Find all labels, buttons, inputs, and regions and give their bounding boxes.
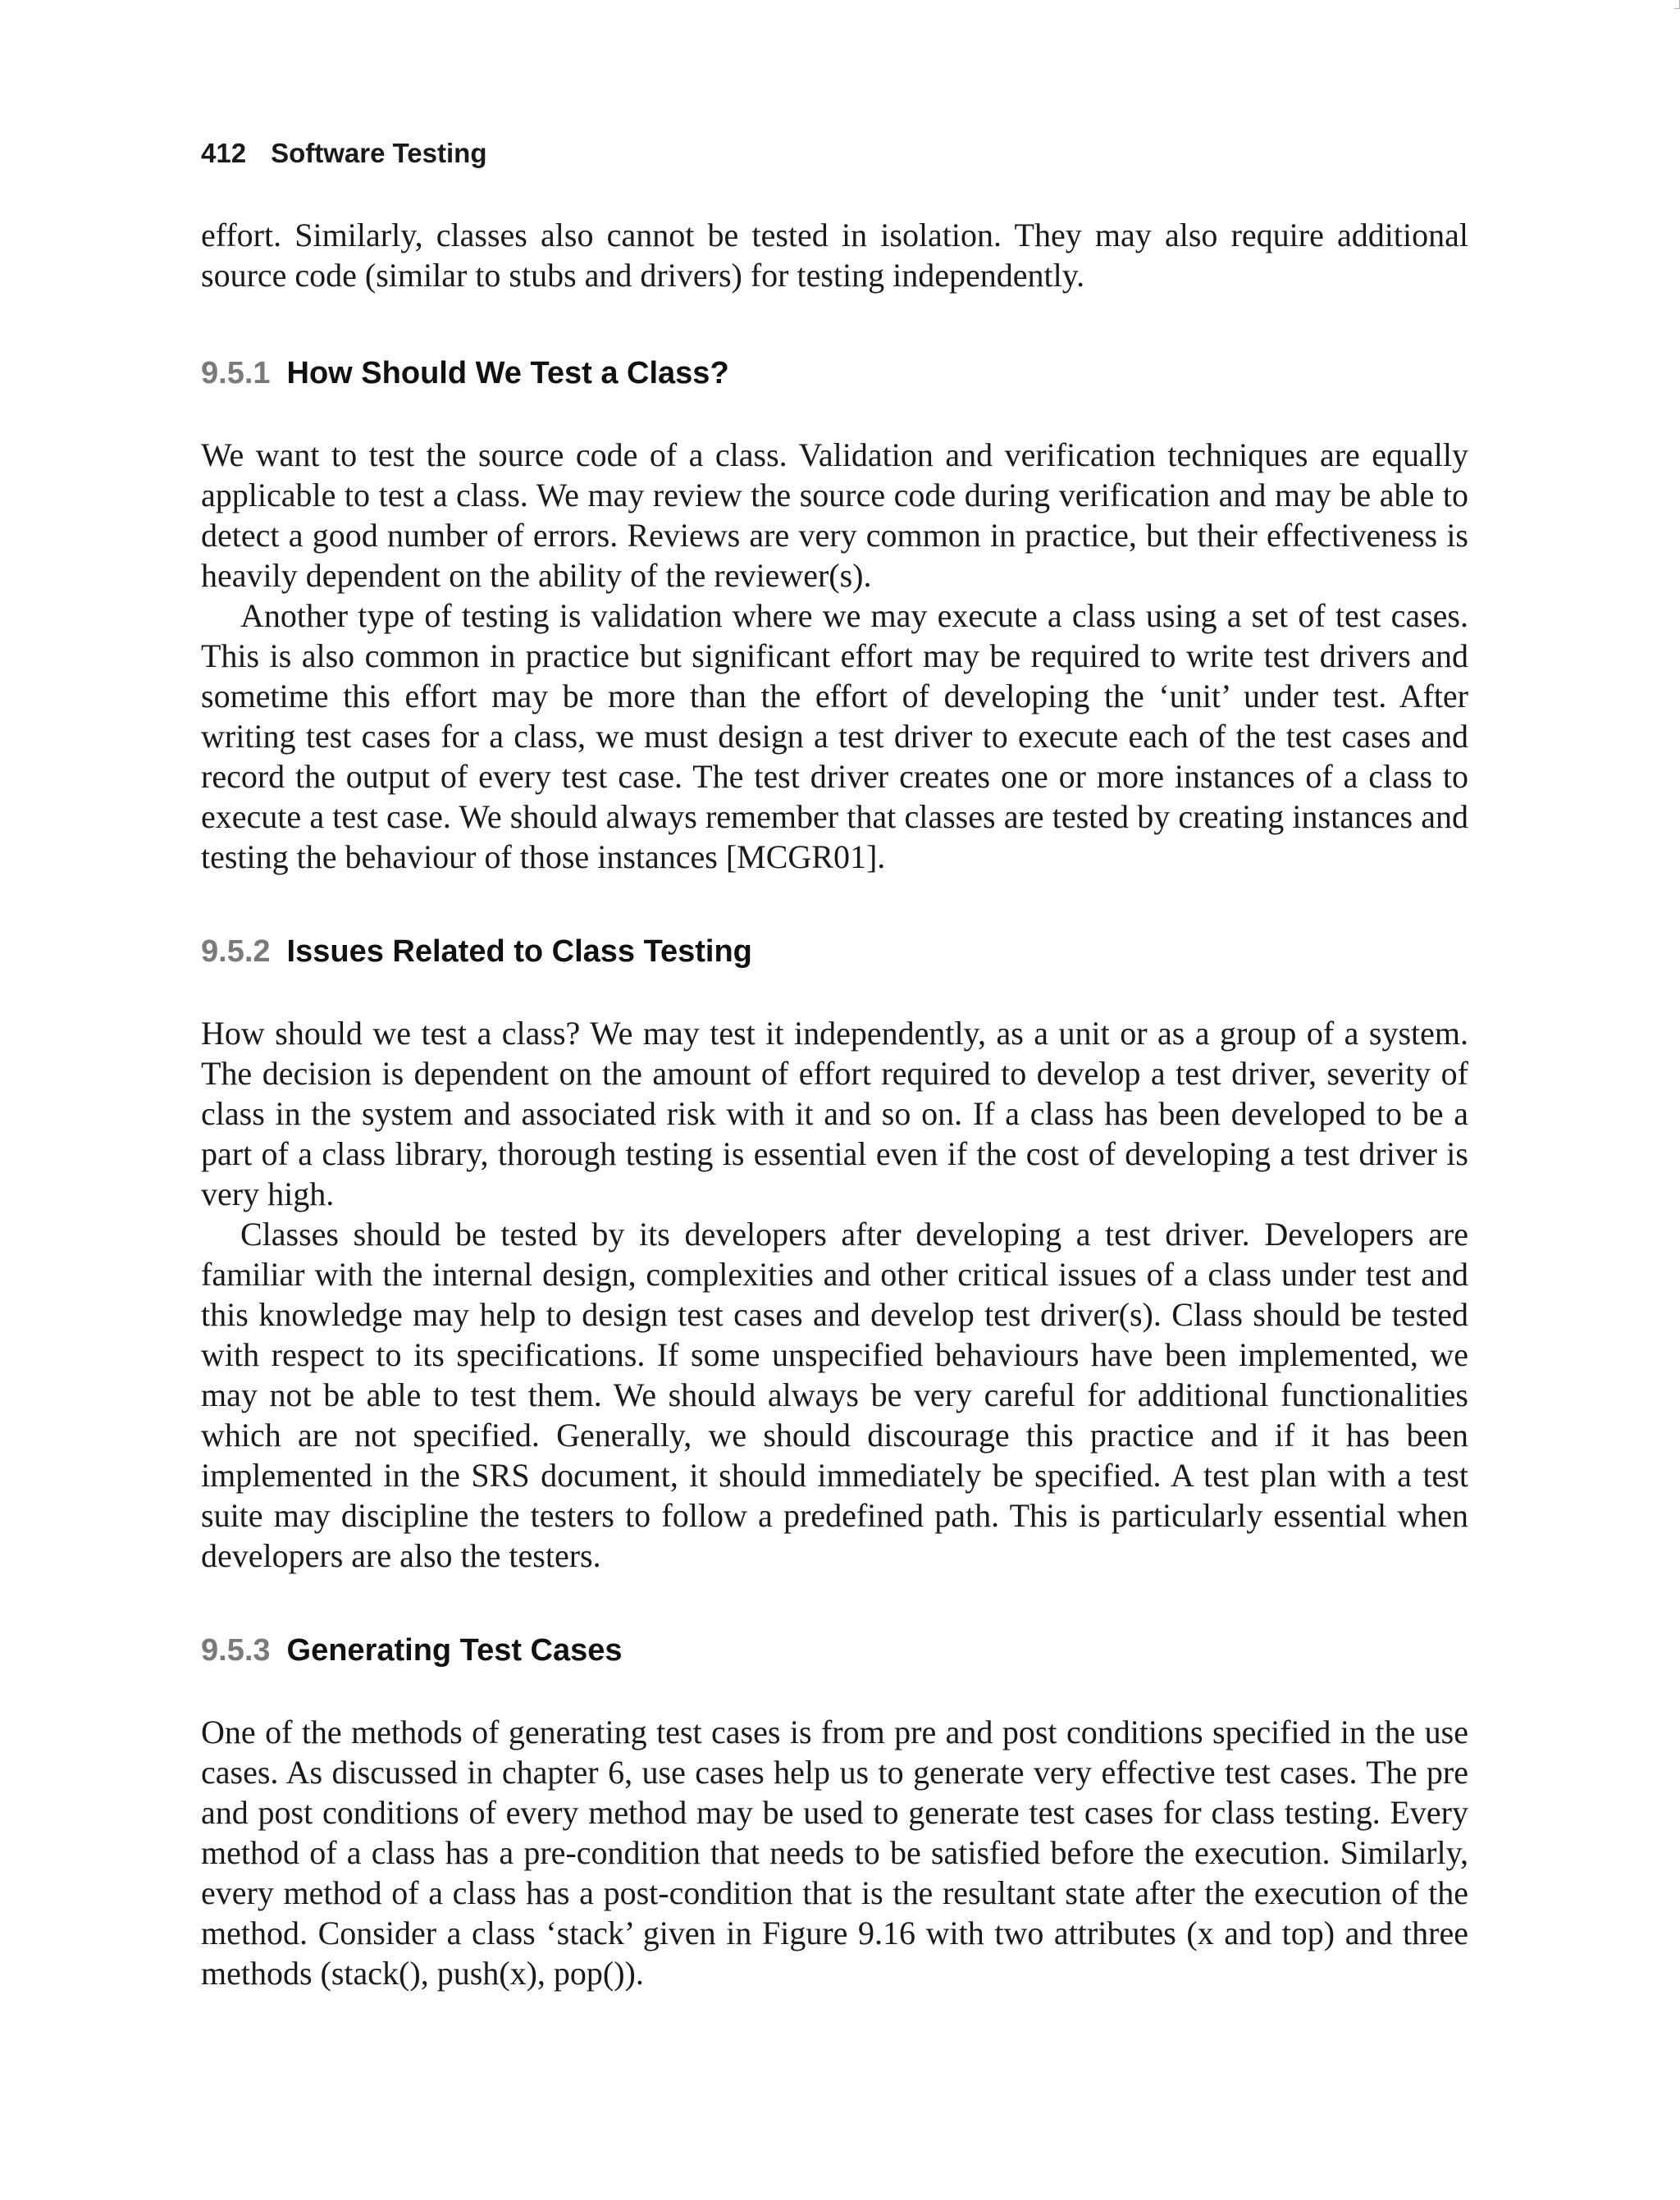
section-heading-9-5-2 — [201, 934, 752, 970]
section-title: Generating Test Cases — [286, 1633, 623, 1668]
paragraph: effort. Similarly, classes also cannot be tested in isolation. They may also require additional source code (similar to stubs and drivers) for testing independently. — [201, 217, 1468, 294]
running-head-title: Software Testing — [271, 138, 487, 168]
paragraph: One of the methods of generating test cases is from pre and post conditions specified in the use cases. As discussed in chapter 6, use cases help us to generate very effective test cases. The pre and post conditions of every method may be used to generate test cases for class testing. Every method of a class has a pre-condition that needs to be satisfied before the execution. Similarly, every method of a class has a post-condition that is the resultant state after the execution of the method. Consider a class ‘stack’ given in Figure 9.16 with two attributes (x and top) and three methods (stack(), push(x), pop()). — [201, 1714, 1468, 1992]
section-number: 9.5.3 — [201, 1633, 271, 1668]
section-body-9-5-1 — [201, 435, 1468, 877]
paragraph: We want to test the source code of a class. Validation and verification techniques are equally applicable to test a class. We may review the source code during verification and may be able to detect a good number of errors. Reviews are very common in practice, but their effectiveness is heavily dependent on the ability of the reviewer(s). — [201, 436, 1468, 594]
crop-mark — [1674, 0, 1680, 9]
section-body-9-5-2 — [201, 1013, 1468, 1576]
intro-text — [201, 215, 1468, 295]
section-heading-9-5-1 — [201, 356, 729, 391]
page-number: 412 — [201, 138, 247, 168]
paragraph: Classes should be tested by its developers after developing a test driver. Developers are familiar with the internal design, complexities and other critical issues of a class under test and this knowledge may help to design test cases and develop test driver(s). Class should be tested with respect to its specifications. If some unspecified behaviours have been implemented, we may not be able to test them. We should always be very careful for additional functionalities which are not specified. Generally, we should discourage this practice and if it has been implemented in the SRS document, it should immediately be specified. A test plan with a test suite may discipline the testers to follow a predefined path. This is particularly essential when developers are also the testers. — [201, 1216, 1468, 1574]
paragraph: How should we test a class? We may test it independently, as a unit or as a group of a system. The decision is dependent on the amount of effort required to develop a test driver, severity of class in the system and associated risk with it and so on. If a class has been developed to be a part of a class library, thorough testing is essential even if the cost of developing a test driver is very high. — [201, 1015, 1468, 1212]
section-title: Issues Related to Class Testing — [286, 934, 752, 969]
section-title: How Should We Test a Class? — [286, 356, 729, 390]
section-heading-9-5-3 — [201, 1633, 623, 1668]
section-number: 9.5.2 — [201, 934, 271, 969]
section-body-9-5-3 — [201, 1712, 1468, 1993]
running-head — [201, 138, 486, 169]
section-number: 9.5.1 — [201, 356, 271, 390]
paragraph: Another type of testing is validation where we may execute a class using a set of test cases. This is also common in practice but significant effort may be required to write test drivers and sometime this effort may be more than the effort of developing the ‘unit’ under test. After writing test cases for a class, we must design a test driver to execute each of the test cases and record the output of every test case. The test driver creates one or more instances of a class to execute a test case. We should always remember that classes are tested by creating instances and testing the behaviour of those instances [MCGR01]. — [201, 597, 1468, 875]
